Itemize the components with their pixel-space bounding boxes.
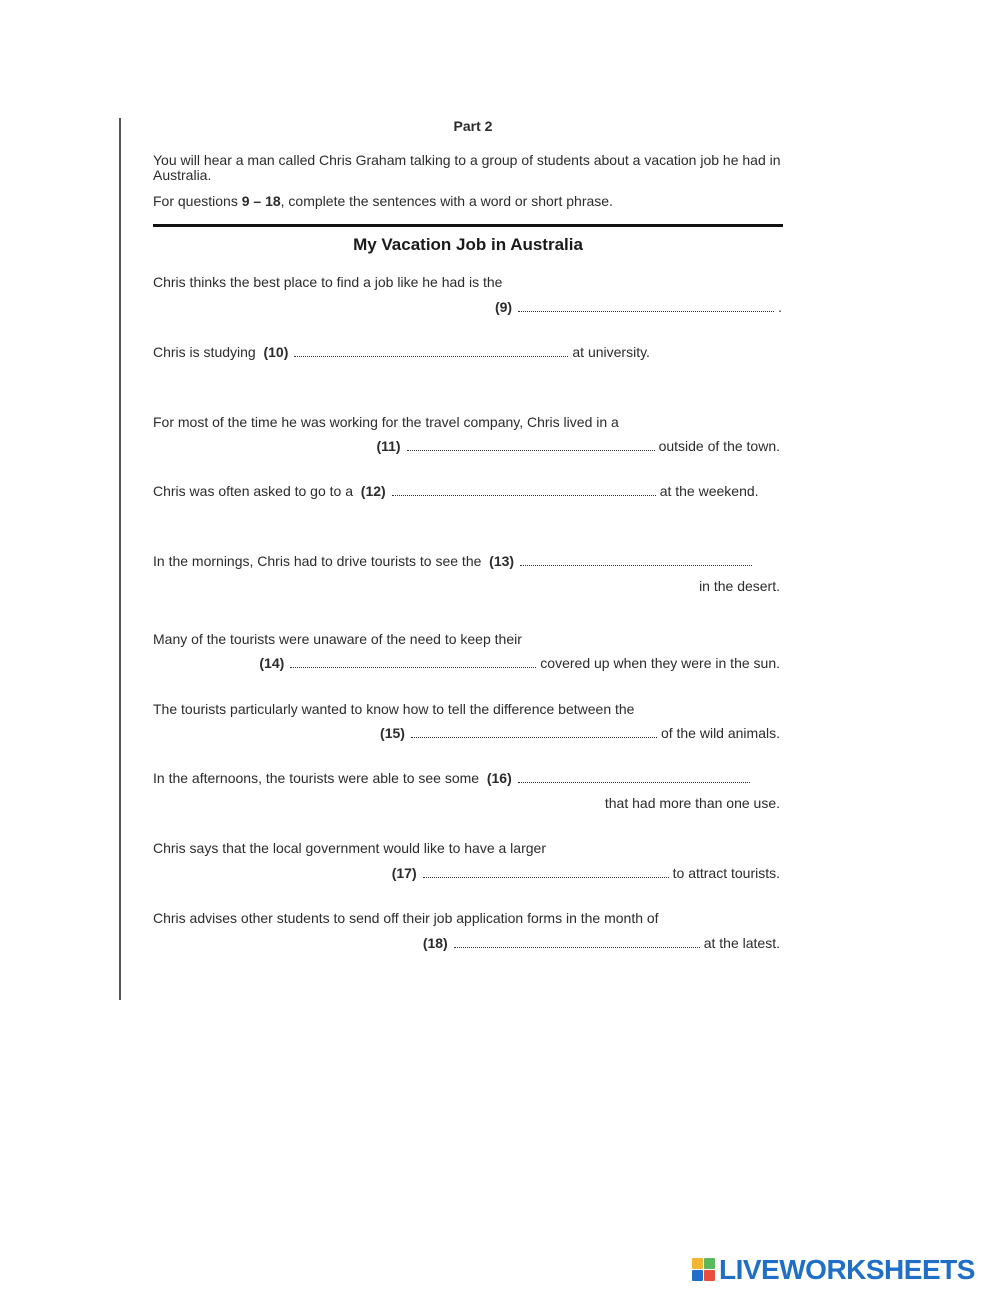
q11-prompt: For most of the time he was working for the travel company, Chris lived in a <box>153 414 619 430</box>
q10-before: Chris is studying <box>153 344 256 360</box>
q11-answer-line <box>376 438 780 454</box>
q15-number: (15) <box>380 725 405 741</box>
q12-answer-input[interactable] <box>392 483 656 496</box>
instructions-range: 9 – 18 <box>241 193 281 209</box>
logo-block-red <box>704 1270 715 1281</box>
q13-answer-input[interactable] <box>520 553 752 566</box>
q16-answer-input[interactable] <box>518 770 750 783</box>
q16-line2: that had more than one use. <box>604 795 780 811</box>
q11-answer-input[interactable] <box>407 438 655 451</box>
q11-number: (11) <box>376 438 401 454</box>
q18-prompt: Chris advises other students to send off their job application forms in the month of <box>153 910 659 926</box>
q14-number: (14) <box>259 655 285 671</box>
q9-prompt: Chris thinks the best place to find a job like he had is the <box>153 274 503 290</box>
q12-number: (12) <box>360 483 386 499</box>
q18-number: (18) <box>422 935 448 951</box>
logo-text: LIVEWORKSHEETS <box>719 1254 975 1285</box>
instructions <box>153 193 613 209</box>
q16-number: (16) <box>486 770 512 786</box>
q13-before: In the mornings, Chris had to drive tourists to see the <box>153 553 482 569</box>
instructions-suffix: , complete the sentences with a word or short phrase. <box>280 193 613 209</box>
q16-before: In the afternoons, the tourists were able to see some <box>153 770 480 786</box>
logo-icon <box>692 1258 716 1282</box>
q18-answer-line <box>423 935 780 951</box>
q14-answer-line <box>259 655 780 671</box>
q15-after: of the wild animals. <box>660 725 780 741</box>
q14-after: covered up when they were in the sun. <box>540 655 780 671</box>
q17-number: (17) <box>391 865 417 881</box>
q15-answer-input[interactable] <box>411 725 657 738</box>
q17-after: to attract tourists. <box>672 865 780 881</box>
q12-after: at the weekend. <box>659 483 759 499</box>
q10-line <box>153 344 650 360</box>
instructions-prefix: For questions <box>153 193 242 209</box>
q17-answer-line <box>392 865 780 881</box>
logo-block-blue <box>692 1270 703 1281</box>
q14-prompt: Many of the tourists were unaware of the need to keep their <box>153 631 522 647</box>
q15-answer-line <box>380 725 780 741</box>
q12-line <box>153 483 759 499</box>
q18-answer-input[interactable] <box>454 935 700 948</box>
q10-answer-input[interactable] <box>294 344 568 357</box>
q13-line <box>153 553 756 569</box>
q13-number: (13) <box>489 553 515 569</box>
q10-after: at university. <box>572 344 650 360</box>
q11-after: outside of the town. <box>658 438 780 454</box>
q17-prompt: Chris says that the local government would like to have a larger <box>153 840 546 856</box>
q9-number: (9) <box>494 299 513 315</box>
margin-rule <box>119 118 121 1000</box>
worksheet-title: My Vacation Job in Australia <box>353 235 583 254</box>
q18-after: at the latest. <box>703 935 780 951</box>
q10-number: (10) <box>263 344 289 360</box>
q9-answer-input[interactable] <box>518 299 774 312</box>
q16-line <box>153 770 754 786</box>
q15-prompt: The tourists particularly wanted to know how to tell the difference between the <box>153 701 635 717</box>
logo-block-green <box>704 1258 715 1269</box>
q17-answer-input[interactable] <box>423 865 669 878</box>
part-heading: Part 2 <box>453 118 493 134</box>
logo-block-yellow <box>692 1258 703 1269</box>
intro-text: You will hear a man called Chris Graham talking to a group of students about a vacation job he had in Australia. <box>153 152 781 183</box>
q14-answer-input[interactable] <box>290 655 536 668</box>
title-divider <box>153 224 783 227</box>
q13-line2: in the desert. <box>699 578 780 594</box>
q9-after: . <box>778 299 782 315</box>
q9-answer-line <box>495 299 782 315</box>
q12-before: Chris was often asked to go to a <box>153 483 353 499</box>
